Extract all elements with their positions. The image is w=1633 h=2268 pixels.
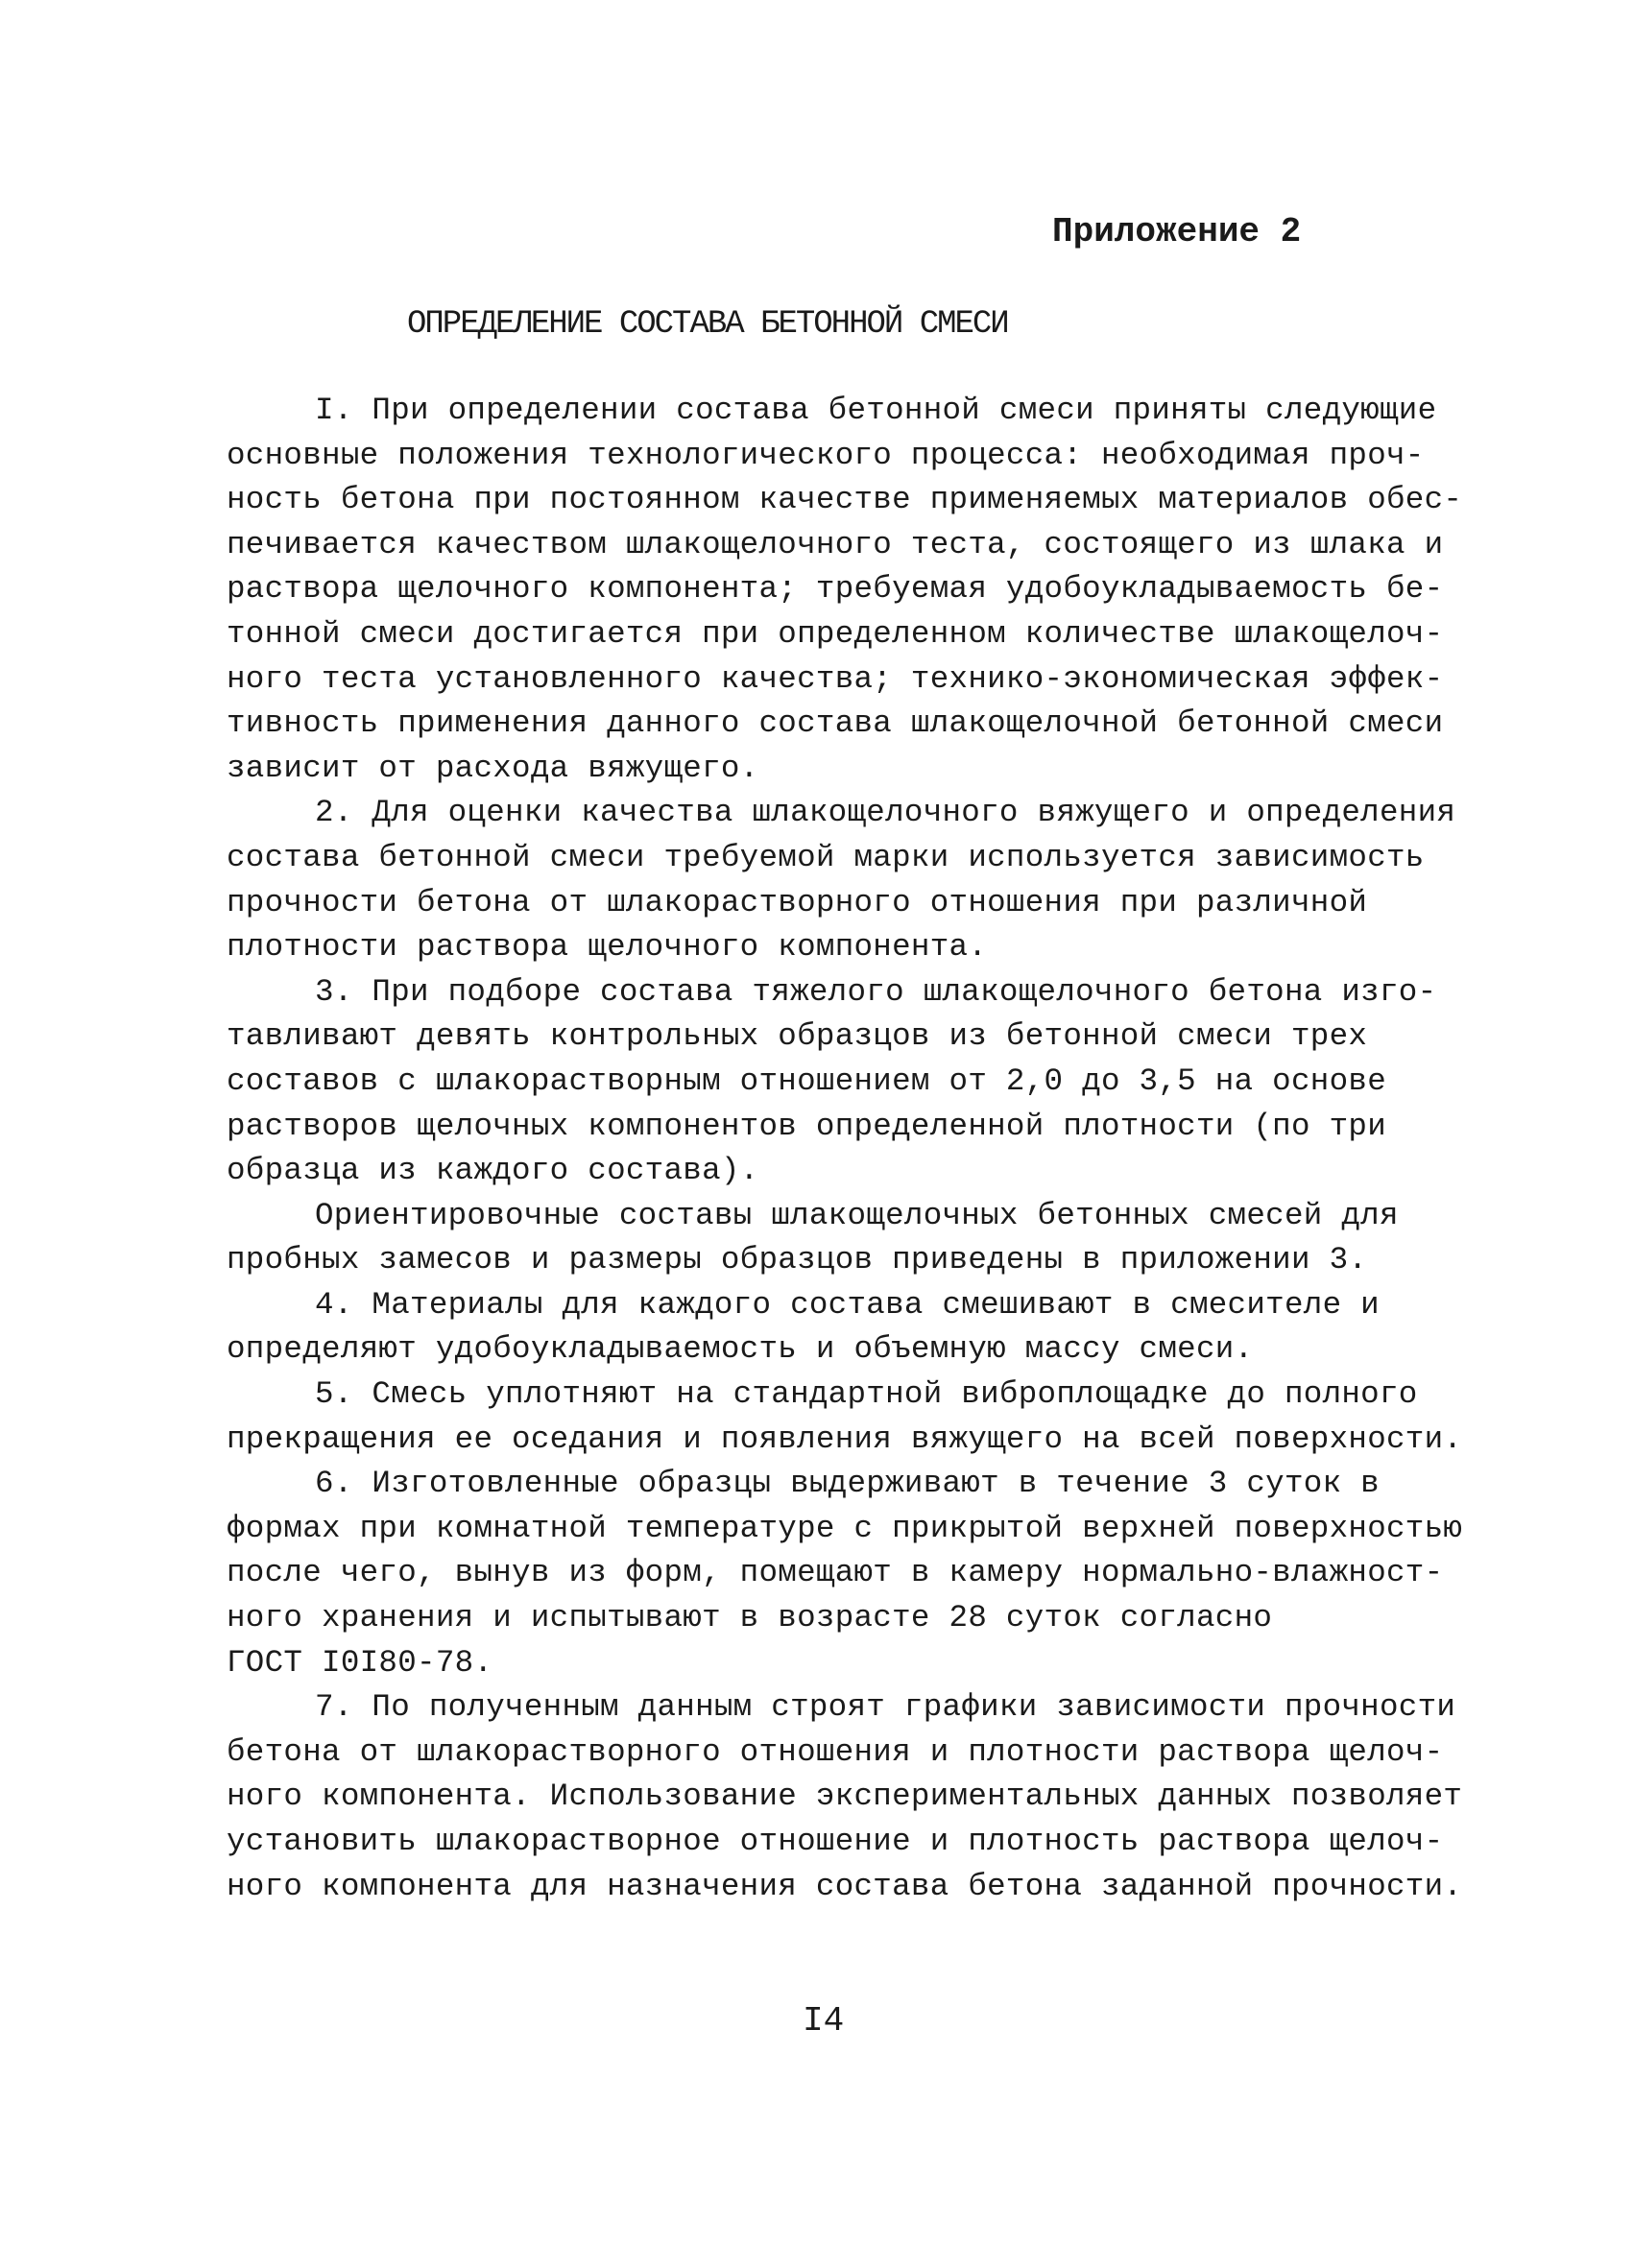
document-body [227,389,1463,1909]
text-line: ного компонента для назначения состава бетона заданной прочности. [227,1868,1463,1904]
text-line: печивается качеством шлакощелочного теста, состоящего из шлака и [227,526,1444,562]
text-line: I. При определении состава бетонной смеси приняты следующие [315,393,1437,428]
text-line: составов с шлакорастворным отношением от 2,0 до 3,5 на основе [227,1062,1386,1099]
text-line: состава бетонной смеси требуемой марки используется зависимость [227,839,1425,875]
text-line: основные положения технологического процесса: необходимая проч- [227,437,1425,473]
text-line: пробных замесов и размеры образцов приведены в приложении 3. [227,1242,1368,1278]
text-line: 7. По полученным данным строят графики зависимости прочности [315,1689,1456,1726]
appendix-label: Приложение 2 [1052,212,1302,251]
text-line: зависит от расхода вяжущего. [227,750,759,786]
text-line: 5. Смесь уплотняют на стандартной виброплощадке до полного [315,1376,1418,1413]
text-line: после чего, вынув из форм, помещают в камеру нормально-влажност- [227,1555,1444,1591]
text-line: 3. При подборе состава тяжелого шлакощелочного бетона изго- [315,973,1437,1010]
page-number: I4 [803,2001,845,2041]
text-line: плотности раствора щелочного компонента. [227,929,988,966]
text-line: установить шлакорастворное отношение и плотность раствора щелоч- [227,1824,1444,1859]
text-line: формах при комнатной температуре с прикрытой верхней поверхностью [227,1510,1463,1546]
text-line: ность бетона при постоянном качестве применяемых материалов обес- [227,482,1463,518]
text-line: прочности бетона от шлакорастворного отношения при различной [227,884,1368,920]
text-line: 4. Материалы для каждого состава смешивают в смесителе и [315,1286,1380,1323]
document-title: ОПРЕДЕЛЕНИЕ СОСТАВА БЕТОННОЙ СМЕСИ [407,306,1008,343]
text-line: тивность применения данного состава шлакощелочной бетонной смеси [227,705,1444,742]
text-line: раствора щелочного компонента; требуемая удобоукладываемость бе- [227,571,1444,608]
text-line: прекращения ее оседания и появления вяжущего на всей поверхности. [227,1420,1463,1457]
text-line: тонной смеси достигается при определенном количестве шлакощелоч- [227,615,1444,652]
text-line: ного теста установленного качества; технико-экономическая эффек- [227,660,1444,697]
text-line: тавливают девять контрольных образцов из бетонной смеси трех [227,1018,1368,1055]
text-line: ГОСТ I0I80-78. [227,1644,493,1681]
text-line: бетона от шлакорастворного отношения и плотности раствора щелоч- [227,1733,1444,1770]
text-line: образца из каждого состава). [227,1153,759,1189]
text-line: определяют удобоукладываемость и объемную массу смеси. [227,1331,1254,1368]
text-line: ного компонента. Использование экспериментальных данных позволяет [227,1779,1463,1815]
text-line: 2. Для оценки качества шлакощелочного вяжущего и определения [315,795,1456,831]
text-line: Ориентировочные составы шлакощелочных бетонных смесей для [315,1197,1399,1233]
text-line: 6. Изготовленные образцы выдерживают в течение 3 суток в [315,1466,1380,1502]
text-line: ного хранения и испытывают в возрасте 28 суток согласно [227,1600,1273,1636]
text-line: растворов щелочных компонентов определенной плотности (по три [227,1108,1386,1144]
